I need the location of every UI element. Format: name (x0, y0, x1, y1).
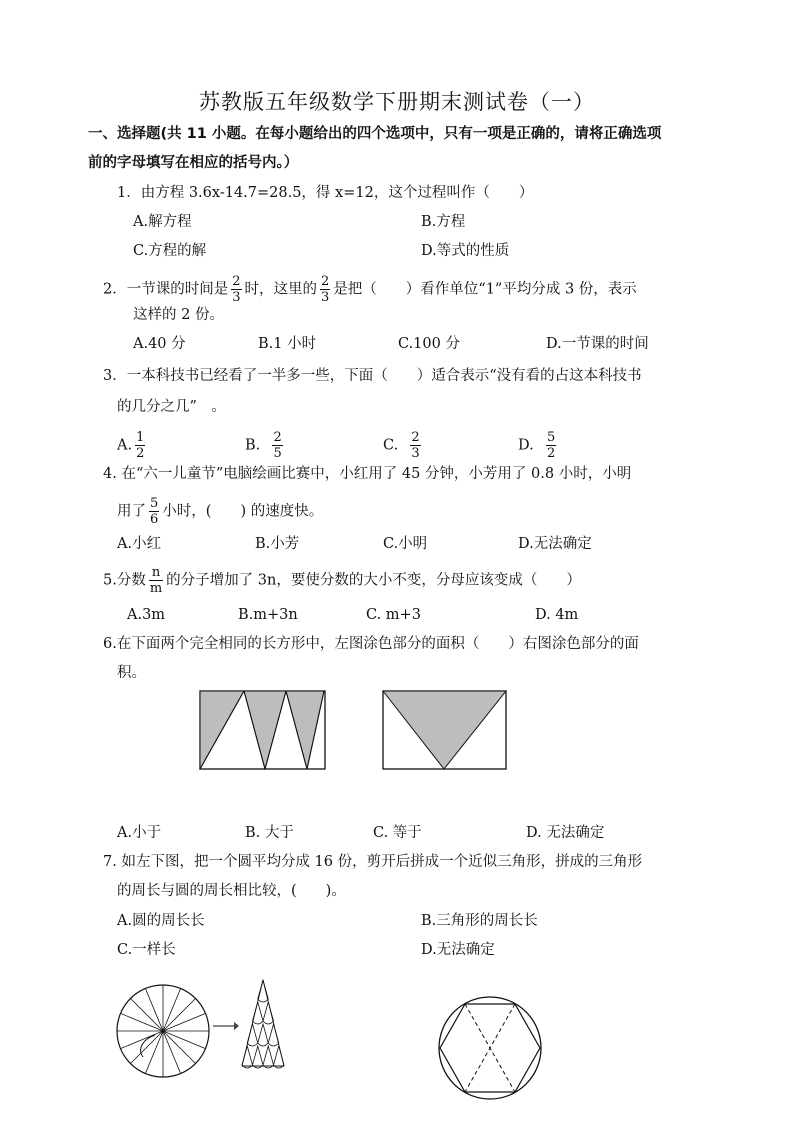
fraction-denominator: m (149, 581, 163, 596)
question-6-option-a: A.小于 (117, 825, 162, 841)
fraction-numerator: n (149, 565, 163, 581)
question-7-option-b: B.三角形的周长长 (421, 913, 538, 929)
question-1-option-c: C.方程的解 (133, 243, 207, 259)
fraction-numerator: 2 (321, 274, 330, 289)
question-3-option-a (117, 430, 148, 461)
fraction-denominator: 3 (411, 446, 420, 461)
section-heading-line2: 前的字母填写在相应的括号内。） (88, 155, 299, 171)
question-7-option-d: D.无法确定 (421, 942, 495, 958)
question-5-line1 (103, 565, 581, 596)
fraction-numerator: 2 (232, 274, 241, 289)
question-5-option-b: B.m+3n (238, 607, 298, 623)
fraction (320, 274, 330, 305)
question-5-option-a: A.3m (127, 607, 166, 623)
question-4-line1: 4. 在“六一儿童节”电脑绘画比赛中，小红用了 45 分钟，小芳用了 0.8 小时，小明 (103, 466, 632, 482)
question-2-option-d: D.一节课的时间 (546, 336, 649, 352)
triangle-sector (247, 1024, 258, 1046)
question-6-option-c: C. 等于 (373, 825, 422, 841)
option-letter: D. (518, 437, 534, 454)
question-6-line1: 6.在下面两个完全相同的长方形中，左图涂色部分的面积（ ）右图涂色部分的面 (103, 636, 639, 652)
question-3-line1: 3．一本科技书已经看了一半多一些，下面（ ）适合表示“没有看的占这本科技书 (103, 368, 642, 384)
question-4-part2: 小时，( ) 的速度快。 (162, 503, 324, 520)
fraction-denominator: 3 (321, 290, 330, 305)
triangle-sector (253, 1002, 264, 1024)
question-2-part2: 时，这里的 (244, 281, 318, 298)
question-6-line2: 积。 (117, 665, 146, 681)
question-6-option-d: D. 无法确定 (526, 825, 605, 841)
question-6-option-b: B. 大于 (245, 825, 294, 841)
fraction-numerator: 2 (411, 430, 420, 445)
question-2-option-a: A.40 分 (133, 336, 186, 352)
fraction-numerator: 5 (546, 430, 556, 445)
triangle-sector (274, 1046, 285, 1068)
arrow-icon (212, 1020, 240, 1032)
question-4-option-c: C.小明 (383, 536, 428, 552)
question-7-option-a: A.圆的周长长 (117, 913, 205, 929)
triangle-sector (263, 1002, 274, 1024)
page-title: 苏教版五年级数学下册期末测试卷（一） (199, 90, 595, 114)
triangle-sector (253, 1046, 264, 1068)
question-3-line2: 的几分之几” 。 (117, 399, 226, 415)
question-3-option-c (383, 430, 424, 461)
question-5-option-d: D. 4m (535, 607, 579, 623)
triangle-sector (242, 1046, 253, 1068)
hexagon-in-circle-figure (436, 995, 544, 1101)
question-5-part1: 5.分数 (103, 572, 146, 589)
question-5-part2: 的分子增加了 3n，要使分数的大小不变，分母应该变成（ ） (166, 572, 581, 589)
question-2-line1 (103, 274, 637, 305)
section-heading-line1: 一、选择题(共 11 小题。在每小题给出的四个选项中，只有一项是正确的，请将正确选项 (88, 126, 662, 142)
question-1-option-d: D.等式的性质 (421, 243, 510, 259)
question-7-line1: 7. 如左下图，把一个圆平均分成 16 份，剪开后拼成一个近似三角形，拼成的三角形 (103, 854, 643, 870)
fraction-denominator: 2 (546, 446, 556, 461)
right-rectangle-figure (382, 690, 508, 770)
sector-lines (117, 985, 209, 1077)
fraction-denominator: 3 (232, 290, 241, 305)
option-letter: C. (383, 437, 399, 454)
option-letter: B. (245, 437, 261, 454)
question-4-option-b: B.小芳 (255, 536, 300, 552)
fraction (410, 430, 420, 461)
fraction-denominator: 2 (136, 446, 145, 461)
question-1-option-b: B.方程 (421, 214, 466, 230)
question-2-option-c: C.100 分 (398, 336, 460, 352)
triangle-sectors (242, 980, 284, 1068)
triangle-sector (268, 1024, 279, 1046)
question-4-option-d: D.无法确定 (518, 536, 592, 552)
fraction-denominator: 6 (150, 512, 159, 527)
question-3-option-b (245, 430, 286, 461)
question-2-option-b: B.1 小时 (258, 336, 317, 352)
question-1-text: 1．由方程 3.6x-14.7=28.5，得 x=12，这个过程叫作（ ） (117, 185, 534, 201)
question-2-part1: 2．一节课的时间是 (103, 281, 229, 298)
question-4-option-a: A.小红 (117, 536, 162, 552)
triangle-sector (263, 1046, 274, 1068)
approximate-triangle-figure (240, 978, 286, 1070)
question-7-line2: 的周长与圆的周长相比较，( )。 (117, 883, 346, 899)
question-2-line2: 这样的 2 份。 (133, 307, 224, 323)
fraction-numerator: 2 (273, 430, 282, 445)
fraction (149, 496, 159, 527)
question-1-option-a: A.解方程 (133, 214, 192, 230)
triangle-sector (258, 1024, 269, 1046)
left-rectangle-figure (199, 690, 327, 770)
fraction (546, 430, 556, 461)
fraction-denominator: 5 (273, 446, 282, 461)
option-letter: A. (117, 437, 133, 454)
fraction (135, 430, 145, 461)
fraction (231, 274, 241, 305)
fraction (272, 430, 282, 461)
divided-circle-figure (115, 983, 211, 1079)
fraction (149, 565, 163, 596)
question-3-option-d (518, 430, 559, 461)
fraction-numerator: 1 (136, 430, 145, 445)
question-5-option-c: C. m+3 (366, 607, 421, 623)
question-4-part1: 用了 (117, 503, 146, 520)
question-7-option-c: C.一样长 (117, 942, 176, 958)
question-4-line2 (117, 496, 323, 527)
triangle-sector (258, 980, 269, 1002)
question-2-part3: 是把（ ）看作单位“1”平均分成 3 份，表示 (333, 281, 637, 298)
fraction-numerator: 5 (150, 496, 159, 511)
